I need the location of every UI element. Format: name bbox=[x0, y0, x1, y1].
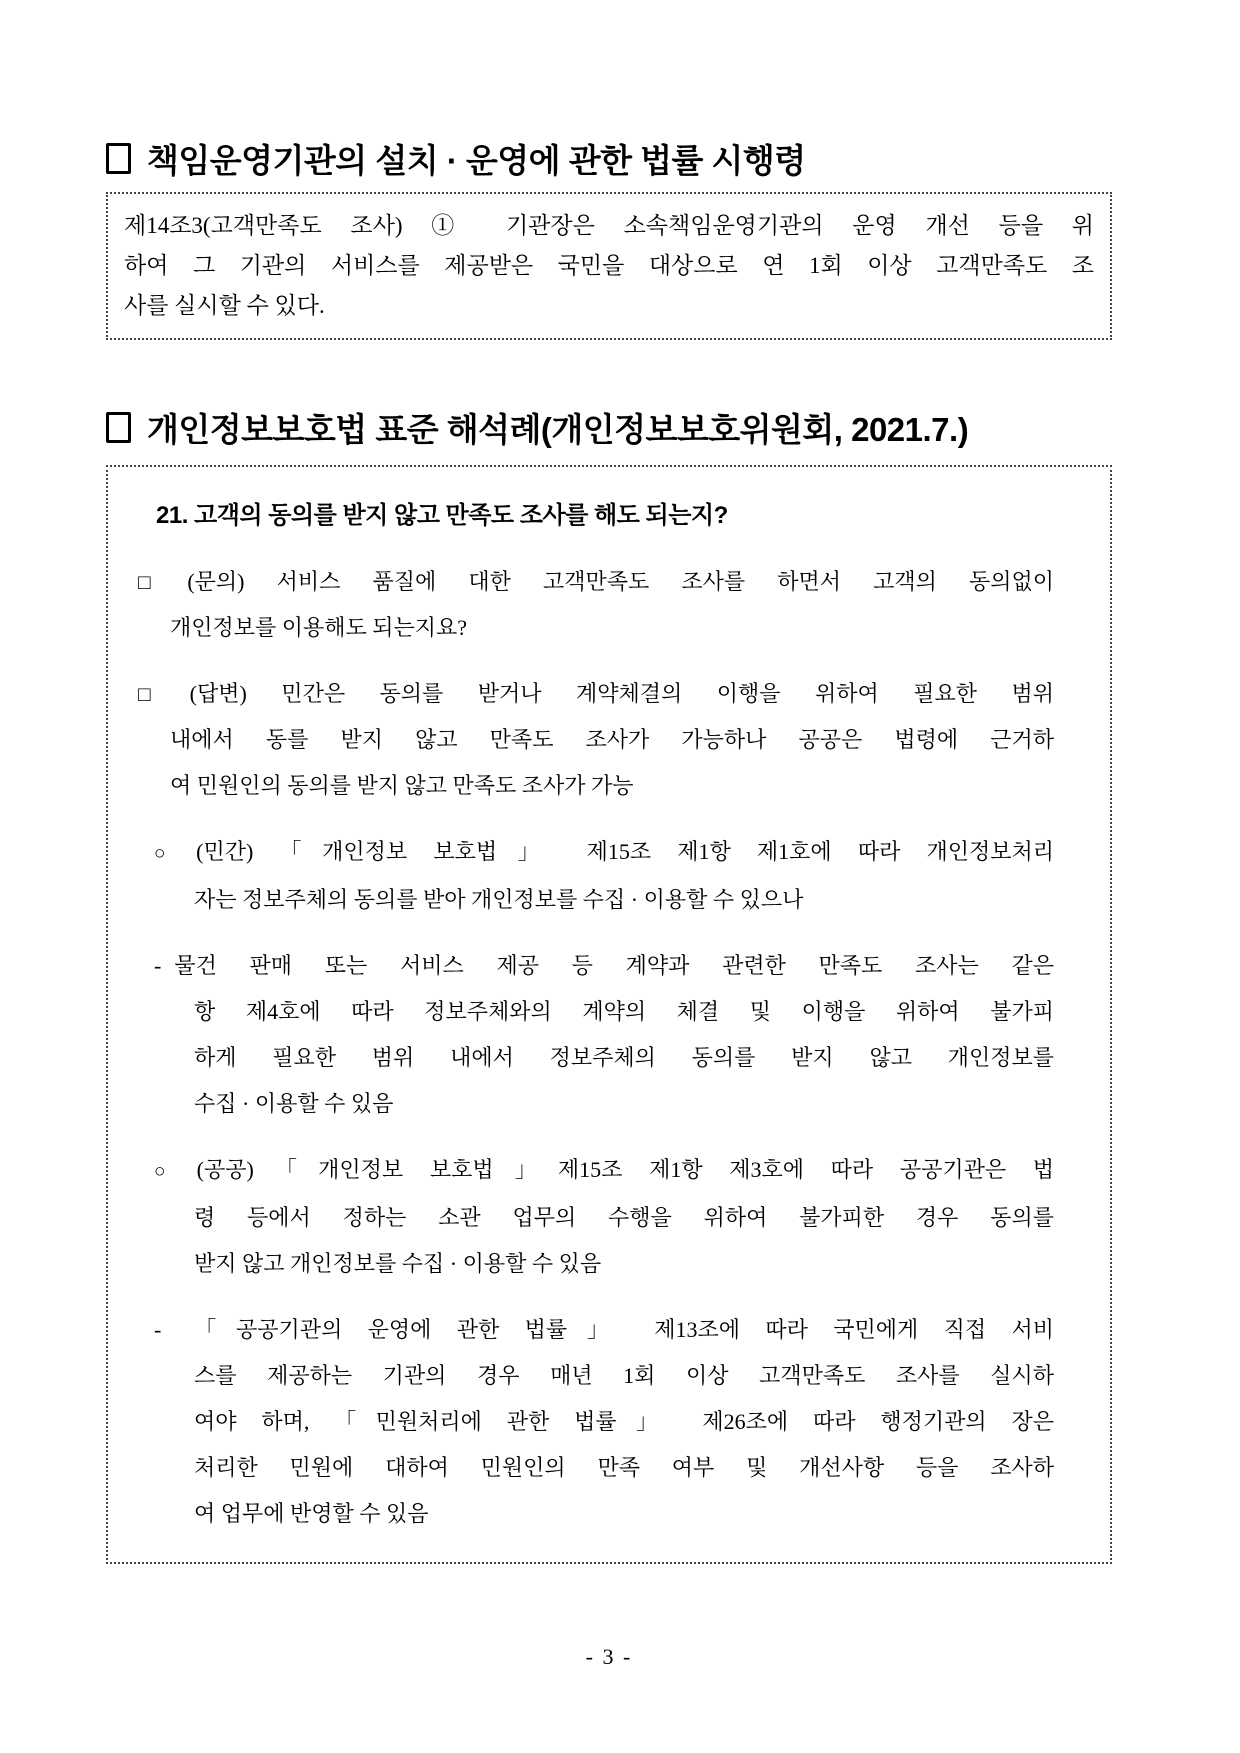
page-number: - 3 - bbox=[585, 1644, 633, 1669]
law-text-line: 하여 그 기관의 서비스를 제공받은 국민을 대상으로 연 1회 이상 고객만족도 조 bbox=[124, 253, 1094, 278]
qa-line bbox=[138, 1307, 1054, 1353]
qa-line-text: (민간) 「개인정보 보호법」 제15조 제1항 제1호에 따라 개인정보처리 bbox=[196, 839, 1055, 864]
checkbox-marker-icon: □ bbox=[138, 682, 180, 706]
qa-paragraph-public-detail bbox=[138, 1307, 1054, 1537]
qa-line: 항 제4호에 따라 정보주체와의 계약의 체결 및 이행을 위하여 불가피 bbox=[194, 999, 1054, 1024]
qa-paragraph-public bbox=[138, 1147, 1054, 1287]
qa-title: 21. 고객의 동의를 받지 않고 만족도 조사를 해도 되는지? bbox=[156, 502, 728, 529]
qa-line: 처리한 민원에 대하여 민원인의 만족 여부 및 개선사항 등을 조사하 bbox=[194, 1455, 1054, 1480]
circle-marker-icon: ○ bbox=[154, 843, 187, 864]
dash-marker-icon: - bbox=[154, 953, 162, 978]
checkbox-marker-icon: □ bbox=[138, 570, 178, 594]
qa-line-text: 물건 판매 또는 서비스 제공 등 계약과 관련한 만족도 조사는 같은 bbox=[174, 953, 1054, 978]
qa-line: 자는 정보주체의 동의를 받아 개인정보를 수집 · 이용할 수 있으나 bbox=[194, 887, 804, 912]
qa-paragraph-private bbox=[138, 829, 1054, 923]
qa-line: 받지 않고 개인정보를 수집 · 이용할 수 있음 bbox=[194, 1251, 602, 1276]
qa-line: 령 등에서 정하는 소관 업무의 수행을 위하여 불가피한 경우 동의를 bbox=[194, 1205, 1054, 1230]
hollow-square-icon bbox=[106, 412, 131, 443]
qa-line-text: (공공)「개인정보 보호법」제15조 제1항 제3호에 따라 공공기관은 법 bbox=[196, 1157, 1055, 1182]
section1-title: 책임운영기관의 설치 · 운영에 관한 법률 시행령 bbox=[147, 142, 806, 179]
law-text-line: 제14조3(고객만족도 조사) ① 기관장은 소속책임운영기관의 운영 개선 등을 위 bbox=[124, 213, 1094, 238]
qa-line: 내에서 동를 받지 않고 만족도 조사가 가능하나 공공은 법령에 근거하 bbox=[170, 727, 1054, 752]
qa-line bbox=[138, 1147, 1054, 1195]
section2-title: 개인정보보호법 표준 해석례(개인정보보호위원회, 2021.7.) bbox=[147, 411, 969, 448]
qa-paragraph-answer bbox=[138, 671, 1054, 809]
law-text-line: 사를 실시할 수 있다. bbox=[124, 293, 325, 318]
qa-line: 여 업무에 반영할 수 있음 bbox=[194, 1501, 429, 1526]
qa-line bbox=[138, 829, 1054, 877]
document-content bbox=[106, 0, 1112, 1670]
qa-line bbox=[138, 943, 1054, 989]
qa-line: 여 민원인의 동의를 받지 않고 만족도 조사가 가능 bbox=[170, 773, 634, 798]
qa-line bbox=[138, 559, 1054, 605]
hollow-square-icon bbox=[106, 143, 131, 174]
qa-line-text: (답변) 민간은 동의를 받거나 계약체결의 이행을 위하여 필요한 범위 bbox=[189, 681, 1054, 706]
qa-line bbox=[138, 671, 1054, 717]
qa-line: 스를 제공하는 기관의 경우 매년 1회 이상 고객만족도 조사를 실시하 bbox=[194, 1363, 1054, 1388]
qa-paragraph-inquiry bbox=[138, 559, 1054, 651]
section1-law-box bbox=[106, 192, 1112, 340]
qa-line: 개인정보를 이용해도 되는지요? bbox=[170, 615, 468, 640]
qa-line: 하게 필요한 범위 내에서 정보주체의 동의를 받지 않고 개인정보를 bbox=[194, 1045, 1054, 1070]
qa-line-text: 「공공기관의 운영에 관한 법률」 제13조에 따라 국민에게 직접 서비 bbox=[174, 1317, 1054, 1342]
section2-heading bbox=[106, 404, 1112, 451]
qa-line: 여야 하며, 「민원처리에 관한 법률」 제26조에 따라 행정기관의 장은 bbox=[194, 1409, 1054, 1434]
qa-line-text: (문의) 서비스 품질에 대한 고객만족도 조사를 하면서 고객의 동의없이 bbox=[187, 569, 1054, 594]
section1-heading bbox=[106, 135, 1112, 182]
dash-marker-icon: - bbox=[154, 1317, 162, 1342]
section2-qa-box bbox=[106, 465, 1112, 1564]
circle-marker-icon: ○ bbox=[154, 1161, 187, 1182]
qa-paragraph-private-detail bbox=[138, 943, 1054, 1127]
qa-line: 수집 · 이용할 수 있음 bbox=[194, 1091, 394, 1116]
